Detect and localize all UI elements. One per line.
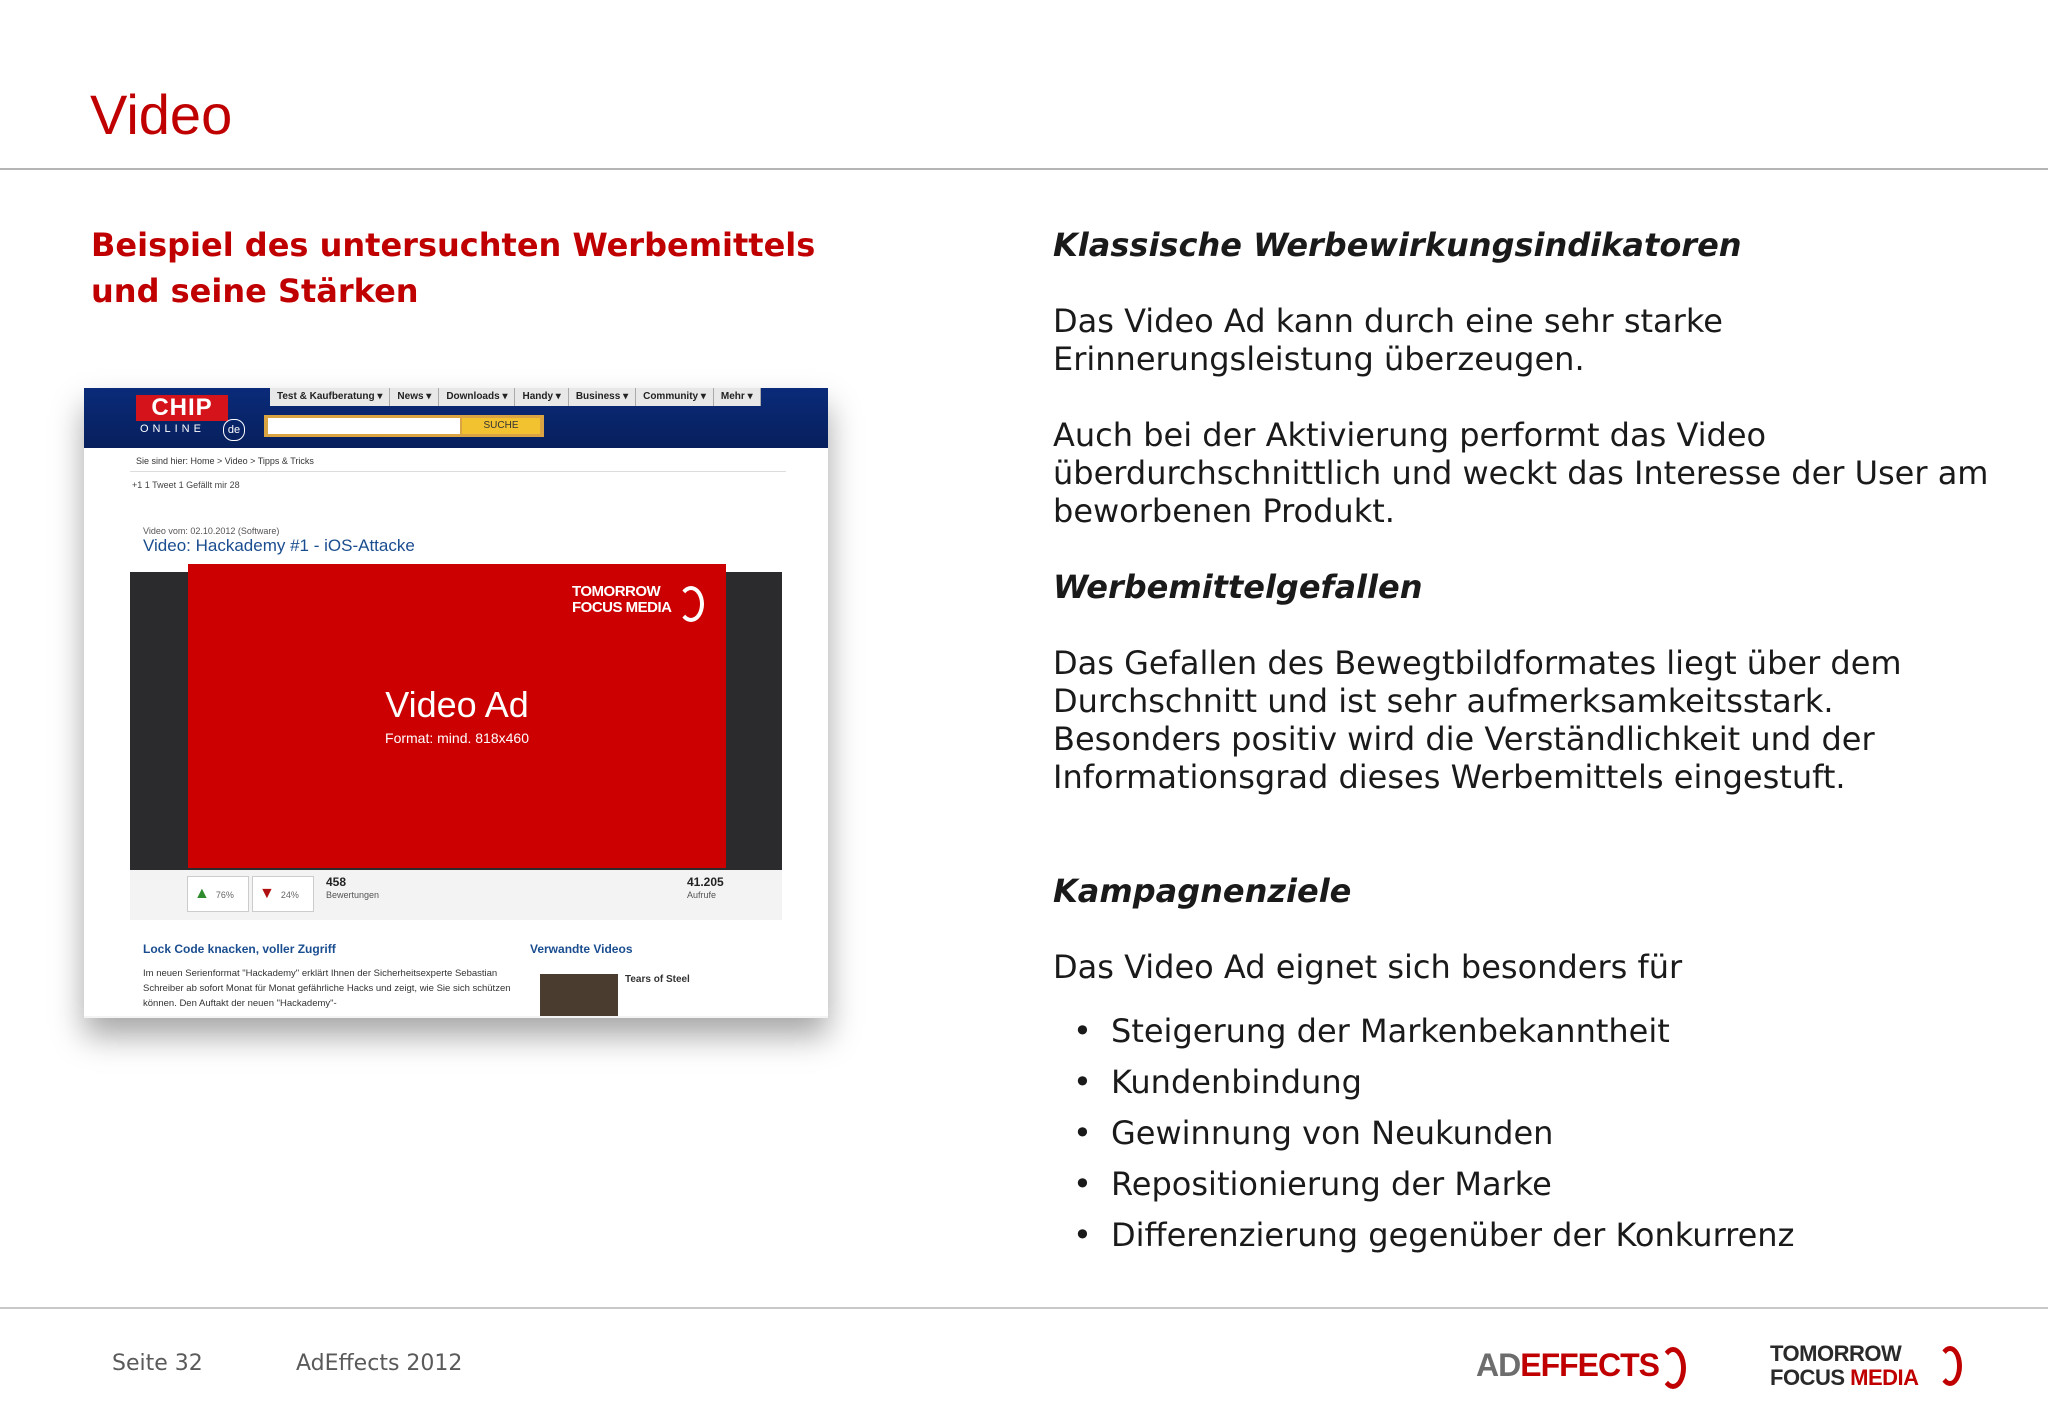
slide-title: Video <box>90 83 233 146</box>
adeffects-ring-icon <box>1660 1347 1686 1389</box>
video-meta: Video vom: 02.10.2012 (Software) <box>143 526 280 536</box>
related-thumbnail <box>540 974 618 1016</box>
list-item <box>1053 1057 2003 1108</box>
tfm-ring-icon <box>1938 1346 1962 1386</box>
video-title: Video: Hackademy #1 - iOS-Attacke <box>143 536 415 555</box>
website-screenshot <box>84 388 828 1016</box>
views-count: 41.205 <box>687 875 724 889</box>
bottom-divider <box>0 1307 2048 1309</box>
section3-intro: Das Video Ad eignet sich besonders für <box>1053 948 1683 986</box>
list-item-text: Steigerung der Markenbekanntheit <box>1111 1012 1670 1050</box>
section1-paragraph1: Das Video Ad kann durch eine sehr starke Erinnerungsleistung überzeugen. <box>1053 302 1723 378</box>
bullet: • <box>1073 1165 1092 1203</box>
ad-brand-line2: FOCUS MEDIA <box>572 599 672 616</box>
tomorrow-focus-media-logo <box>1770 1342 1919 1390</box>
thumb-down-icon: ▼ <box>259 885 275 902</box>
left-heading: Beispiel des untersuchten Werbemittels und seine Stärken <box>91 226 816 310</box>
like-pct: 76% <box>215 890 234 900</box>
social-bar: +1 1 Tweet 1 Gefällt mir 28 <box>132 480 240 490</box>
ad-brand-line1: TOMORROW <box>572 583 661 600</box>
related-title: Verwandte Videos <box>530 942 633 956</box>
views-label: Aufrufe <box>687 890 717 900</box>
section2-title: Werbemittelgefallen <box>1053 568 1423 606</box>
chip-logo-sub: ONLINE <box>140 423 205 435</box>
ratings-label: Bewertungen <box>326 890 380 900</box>
list-item-text: Gewinnung von Neukunden <box>1111 1114 1554 1152</box>
article-title: Lock Code knacken, voller Zugriff <box>143 942 336 956</box>
section1-title: Klassische Werbewirkungsindikatoren <box>1053 226 1742 264</box>
chip-search-button: SUCHE <box>462 418 540 434</box>
section2-paragraph1: Das Gefallen des Bewegtbildformates liegt über dem Durchschnitt und ist sehr aufmerksamkeitsstark. Besonders positiv wird die Verständlichkeit und der Informationsgrad dieses Werbemittels eingestuft. <box>1053 644 1902 796</box>
list-item <box>1053 1159 2003 1210</box>
tfm-logo-line1: TOMORROW <box>1770 1341 1902 1366</box>
document-name: AdEffects 2012 <box>296 1351 463 1376</box>
chip-nav-item: Community ▾ <box>636 388 714 406</box>
chip-logo-tld: de <box>223 419 245 441</box>
ad-brand-ring-icon <box>678 586 704 622</box>
bullet: • <box>1073 1114 1092 1152</box>
chip-search-input <box>268 418 460 434</box>
thumb-up-button <box>187 876 249 912</box>
bullet: • <box>1073 1216 1092 1254</box>
right-column <box>1053 226 2003 1261</box>
chip-nav <box>270 388 761 406</box>
ratings-count: 458 <box>326 875 347 889</box>
list-item-text: Repositionierung der Marke <box>1111 1165 1552 1203</box>
list-item <box>1053 1006 2003 1057</box>
dislike-pct: 24% <box>280 890 299 900</box>
chip-nav-item: Test & Kaufberatung ▾ <box>270 388 390 406</box>
chip-nav-item: News ▾ <box>390 388 439 406</box>
adeffects-logo-part2: EFFECTS <box>1520 1347 1659 1383</box>
adeffects-logo <box>1476 1347 1659 1384</box>
chip-nav-item: Mehr ▾ <box>714 388 761 406</box>
chip-nav-item: Downloads ▾ <box>439 388 515 406</box>
bullet: • <box>1073 1063 1092 1101</box>
related-item: Tears of Steel <box>625 974 690 985</box>
thumb-up-icon: ▲ <box>194 885 210 902</box>
top-divider <box>0 168 2048 170</box>
tfm-logo-media: MEDIA <box>1850 1365 1919 1390</box>
list-item-text: Kundenbindung <box>1111 1063 1362 1101</box>
chip-logo: CHIP <box>136 395 228 421</box>
adeffects-logo-part1: AD <box>1476 1347 1521 1383</box>
article-body: Im neuen Serienformat "Hackademy" erklärt Ihnen der Sicherheitsexperte Sebastian Schreiber ab sofort Monat für Monat gefährliche Hacks und zeigt, wie Sie sich schützen können. Den Auftakt der neuen "Hackademy"- <box>143 968 511 1009</box>
page-number: Seite 32 <box>112 1351 203 1376</box>
list-item <box>1053 1210 2003 1261</box>
goals-list <box>1053 1006 2003 1261</box>
bullet: • <box>1073 1012 1092 1050</box>
list-item-text: Differenzierung gegenüber der Konkurrenz <box>1111 1216 1795 1254</box>
ad-brand-logo <box>572 584 672 616</box>
ad-title: Video Ad <box>385 684 529 725</box>
list-item <box>1053 1108 2003 1159</box>
spacer <box>1053 834 2003 872</box>
section1-paragraph2: Auch bei der Aktivierung performt das Video überdurchschnittlich und weckt das Interesse der User am beworbenen Produkt. <box>1053 416 1989 530</box>
chip-nav-item: Business ▾ <box>569 388 636 406</box>
tfm-logo-focus: FOCUS <box>1770 1365 1845 1390</box>
ad-subtitle: Format: mind. 818x460 <box>385 730 529 746</box>
chip-nav-item: Handy ▾ <box>515 388 568 406</box>
breadcrumb: Sie sind hier: Home > Video > Tipps & Tricks <box>130 451 786 472</box>
tfm-logo-line2 <box>1770 1366 1919 1390</box>
thumb-down-button <box>252 876 314 912</box>
section3-title: Kampagnenziele <box>1053 872 1352 910</box>
